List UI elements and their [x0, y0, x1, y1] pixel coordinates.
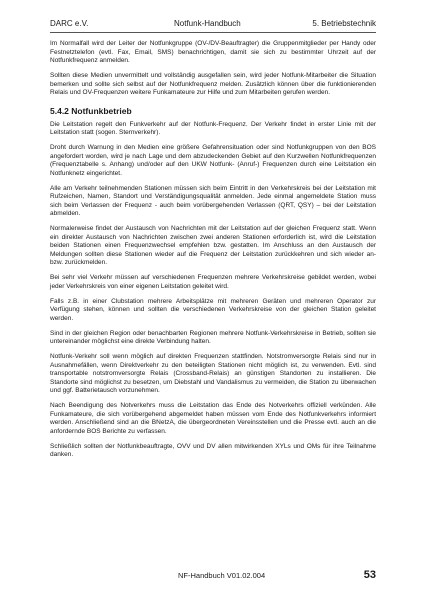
paragraph: Normalerweise findet der Austausch von Nachrichten mit der Leitstation auf der gleichen Frequenz statt. Wenn ein direkter Austausch von Nachrichten zwischen zwei anderen Stationen erforderlich ist, wird die Leitstation beiden Stationen einen Frequenzwechsel empfehlen bzw. gestatten. Im Anschluss an den Austausch der Meldungen sollten diese Stationen wieder auf die Frequenz der Leitstation zurückkehren und sich wieder an- bzw. zurückmelden. — [50, 225, 376, 266]
paragraph: Bei sehr viel Verkehr müssen auf verschiedenen Frequenzen mehrere Verkehrskreise gebildet werden, wobei jeder Verkehrskreis von einer eigenen Leitstation geleitet wird. — [50, 274, 376, 290]
paragraph: Falls z.B. in einer Clubstation mehrere Arbeitsplätze mit mehreren Geräten und mehreren Operator zur Verfügung stehen, können und sollten die verschiedenen Verkehrskreise von der gleichen Station geleitet werden. — [50, 297, 376, 322]
page-footer — [50, 569, 376, 581]
page-number: 53 — [363, 569, 376, 581]
page-body — [50, 40, 376, 466]
header-chapter: 5. Betriebstechnik — [312, 19, 376, 28]
paragraph: Alle am Verkehr teilnehmenden Stationen müssen sich beim Eintritt in den Verkehrskreis bei der Leitstation mit Rufzeichen, Namen, Standort und Verständigungsqualität anmelden. Jede einmal angemeldete Station muss sich beim Verlassen der Frequenz - auch beim vorübergehenden Verlassen (QRT, QSY) – bei der Leitstation abmelden. — [50, 184, 376, 217]
header-document-title: Notfunk-Handbuch — [174, 19, 241, 28]
paragraph: Sind in der gleichen Region oder benachbarten Regionen mehrere Notfunk-Verkehrskreise in Betrieb, sollten sie untereinander möglichst eine direkte Verbindung halten. — [50, 329, 376, 345]
paragraph: Im Normalfall wird der Leiter der Notfunkgruppe (OV-/DV-Beauftragter) die Gruppenmitglieder per Handy oder Festnetztelefon (evtl. Fax, Email, SMS) benachrichtigen, damit sie sich zu bestimmter Uhrzeit auf der Notfunkfrequenz anmelden. — [50, 40, 376, 64]
paragraph: Nach Beendigung des Notverkehrs muss die Leitstation das Ende des Notverkehrs offiziell verkünden. Alle Funkamateure, die sich vorübergehend abgemeldet haben müssen vom Ende des Notfunkverkehrs informiert werden. Anschließend sind an die BNetzA, die übergeordneten Vereinsstellen und die Presse evtl. auch an die anfordernde BOS Berichte zu verfassen. — [50, 402, 376, 435]
paragraph: Droht durch Warnung in den Medien eine größere Gefahrensituation oder sind Notfunkgruppen von den BOS angefordert worden, wird je nach Lage und dem abzudeckenden Gebiet auf den Kurzwellen Notfunkfrequenzen (Frequenztabelle s. Anhang) und/oder auf den UKW Notfunk- (Anruf-) Frequenzen durch eine Leitstation ein Notfunknetz eingerichtet. — [50, 144, 376, 177]
paragraph: Die Leitstation regelt den Funkverkehr auf der Notfunk-Frequenz. Der Verkehr findet in erster Linie mit der Leitstation statt (sogen. Sternverkehr). — [50, 120, 376, 136]
header-organization: DARC e.V. — [50, 19, 89, 28]
paragraph: Sollten diese Medien unvermittelt und vollständig ausgefallen sein, wird jeder Notfunk-Mitarbeiter die Situation bemerken und sollte sich selbst auf der Notfunkfrequenz melden. Zusätzlich können über die funktionierenden Relais und OV-Frequenzen weitere Funkamateure zur Hilfe und zum Mitarbeiten gerufen werden. — [50, 72, 376, 96]
header-divider — [50, 32, 376, 33]
page-header — [50, 19, 376, 33]
paragraph: Schließlich sollten der Notfunkbeauftragte, OVV und DV allen mitwirkenden XYLs und OMs für ihre Teilnahme danken. — [50, 442, 376, 458]
section-heading: 5.4.2 Notfunkbetrieb — [50, 105, 132, 116]
paragraph: Notfunk-Verkehr soll wenn möglich auf direkten Frequenzen stattfinden. Notstromversorgte Relais sind nur in Ausnahmefällen, wenn Direktverkehr zu den beteiligten Stationen nicht möglich ist, zu verwenden. Evtl. sind transportable notstromversorgte Relais (Crossband-Relais) an günstigen Standorten zu installieren. Die Standorte sind möglichst zu besetzen, um Diebstahl und Vandalismus zu vermeiden, die Station zu überwachen und ggf. Batterietausch vorzunehmen. — [50, 353, 376, 394]
footer-version: NF-Handbuch V01.02.004 — [178, 571, 266, 580]
